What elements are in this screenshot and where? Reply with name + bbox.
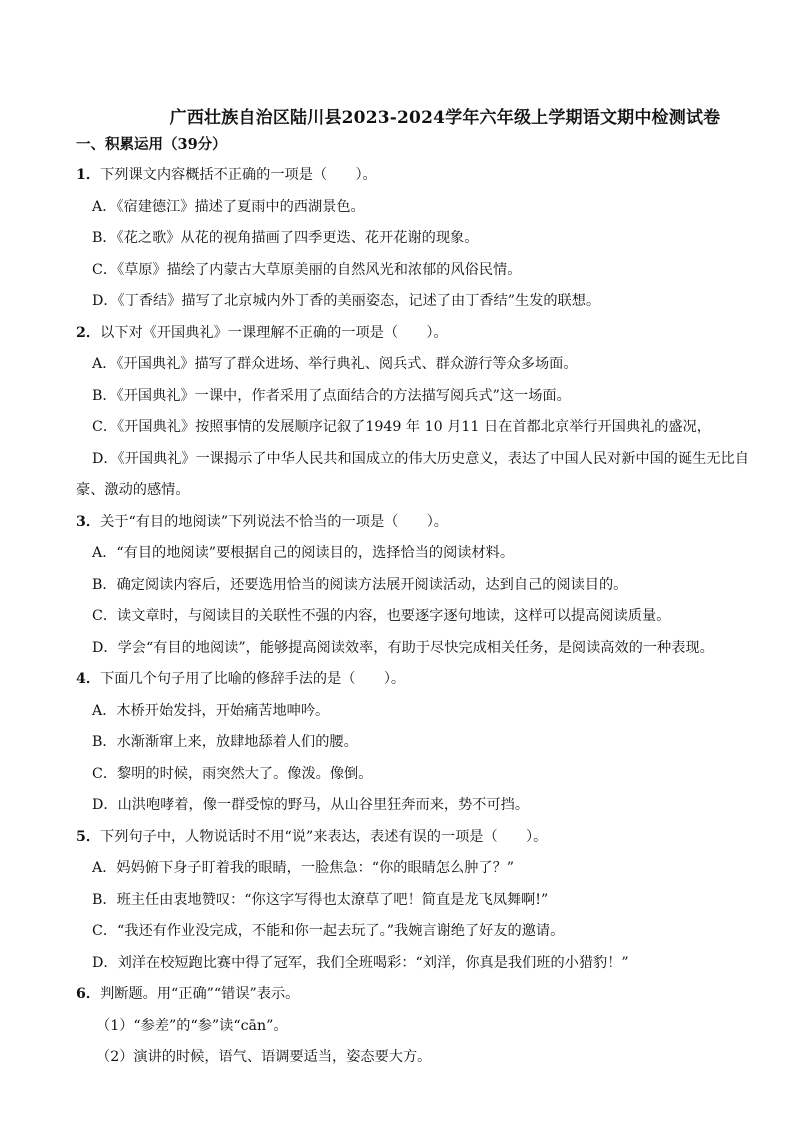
question-number: 1． (76, 167, 101, 183)
question-text: 下列课文内容概括不正确的一项是（ ）。 (100, 167, 377, 183)
question-text: 关于“有目的地阅读”下列说法不恰当的一项是（ ）。 (100, 513, 448, 530)
option-c: C．《草原》描绘了内蒙古大草原美丽的自然风光和浓郁的风俗民情。 (92, 261, 522, 278)
question-stem (76, 979, 754, 1011)
option-a: A．木桥开始发抖，开始痛苦地呻吟。 (92, 702, 330, 719)
question-number: 3． (76, 513, 101, 530)
option-a: A．“有目的地阅读”要根据自己的阅读目的，选择恰当的阅读材料。 (92, 545, 515, 561)
option-d: D．学会“有目的地阅读”，能够提高阅读效率，有助于尽快完成相关任务，是阅读高效的一种表现。 (92, 639, 714, 656)
option-b: B．班主任由衷地赞叹：“你这字写得也太潦草了吧！简直是龙飞凤舞啊!” (92, 891, 549, 908)
option-b: B．确定阅读内容后，还要选用恰当的阅读方法展开阅读活动，达到自己的阅读目的。 (92, 576, 628, 593)
option-b: B．水渐渐窜上来，放肆地舔着人们的腰。 (92, 734, 358, 750)
option-c: C．“我还有作业没完成，不能和你一起去玩了。”我婉言谢绝了好友的邀请。 (92, 923, 565, 939)
question-stem (76, 160, 754, 192)
section-heading: 一、积累运用（39分） (76, 136, 227, 153)
question-stem (76, 318, 754, 350)
exam-title: 广西壮族自治区陆川县2023-2024学年六年级上学期语文期中检测试卷 (169, 108, 721, 128)
sub-item-1: （1）“参差”的“参”读“cān”。 (96, 1017, 288, 1034)
question-number: 5． (76, 828, 101, 845)
option-c: C．读文章时，与阅读目的关联性不强的内容，也要逐字逐句地读，这样可以提高阅读质量。 (92, 608, 671, 624)
question-5 (76, 822, 754, 980)
option-d: D．《开国典礼》一课揭示了中华人民共和国成立的伟大历史意义，表达了中国人民对新中国的诞生无比自豪、激动的感情。 (76, 450, 749, 498)
sub-item-2: （2）演讲的时候，语气、语调要适当，姿态要大方。 (96, 1049, 432, 1065)
question-stem (76, 664, 754, 696)
option-a: A．《宿建德江》描述了夏雨中的西湖景色。 (92, 198, 365, 215)
question-text: 判断题。用“正确”“错误”表示。 (100, 986, 300, 1002)
option-c: C．《开国典礼》按照事情的发展顺序记叙了1949 年 10 月11 日在首都北京举行开国典礼的盛况， (92, 419, 711, 435)
question-number: 2． (76, 324, 101, 341)
question-4 (76, 664, 754, 822)
option-a: A．妈妈俯下身子盯着我的眼睛，一脸焦急：“你的眼睛怎么肿了？” (92, 860, 515, 876)
question-number: 6． (76, 986, 101, 1002)
option-a: A．《开国典礼》描写了群众进场、举行典礼、阅兵式、群众游行等众多场面。 (92, 356, 578, 372)
question-text: 以下对《开国典礼》一课理解不正确的一项是（ ）。 (100, 324, 448, 341)
question-3 (76, 507, 754, 665)
question-2 (76, 318, 754, 507)
option-d: D．山洪咆哮着，像一群受惊的野马，从山谷里狂奔而来，势不可挡。 (92, 797, 530, 813)
question-1 (76, 160, 754, 318)
question-6 (76, 979, 754, 1074)
question-number: 4． (76, 671, 101, 687)
question-stem (76, 822, 754, 854)
question-stem (76, 507, 754, 539)
question-text: 下面几个句子用了比喻的修辞手法的是（ ）。 (100, 671, 406, 687)
option-d: D．刘洋在校短跑比赛中得了冠军，我们全班喝彩：“刘洋，你真是我们班的小猎豹！” (92, 954, 629, 971)
option-d: D．《丁香结》描写了北京城内外丁香的美丽姿态，记述了由丁香结”生发的联想。 (92, 293, 601, 309)
question-text: 下列句子中，人物说话时不用“说”来表达，表述有误的一项是（ ）。 (100, 828, 548, 845)
option-b: B．《开国典礼》一课中，作者采用了点面结合的方法描写阅兵式”这一场面。 (92, 387, 571, 404)
option-c: C．黎明的时候，雨突然大了。像泼。像倒。 (92, 765, 373, 782)
option-b: B．《花之歌》从花的视角描画了四季更迭、花开花谢的现象。 (92, 230, 479, 246)
